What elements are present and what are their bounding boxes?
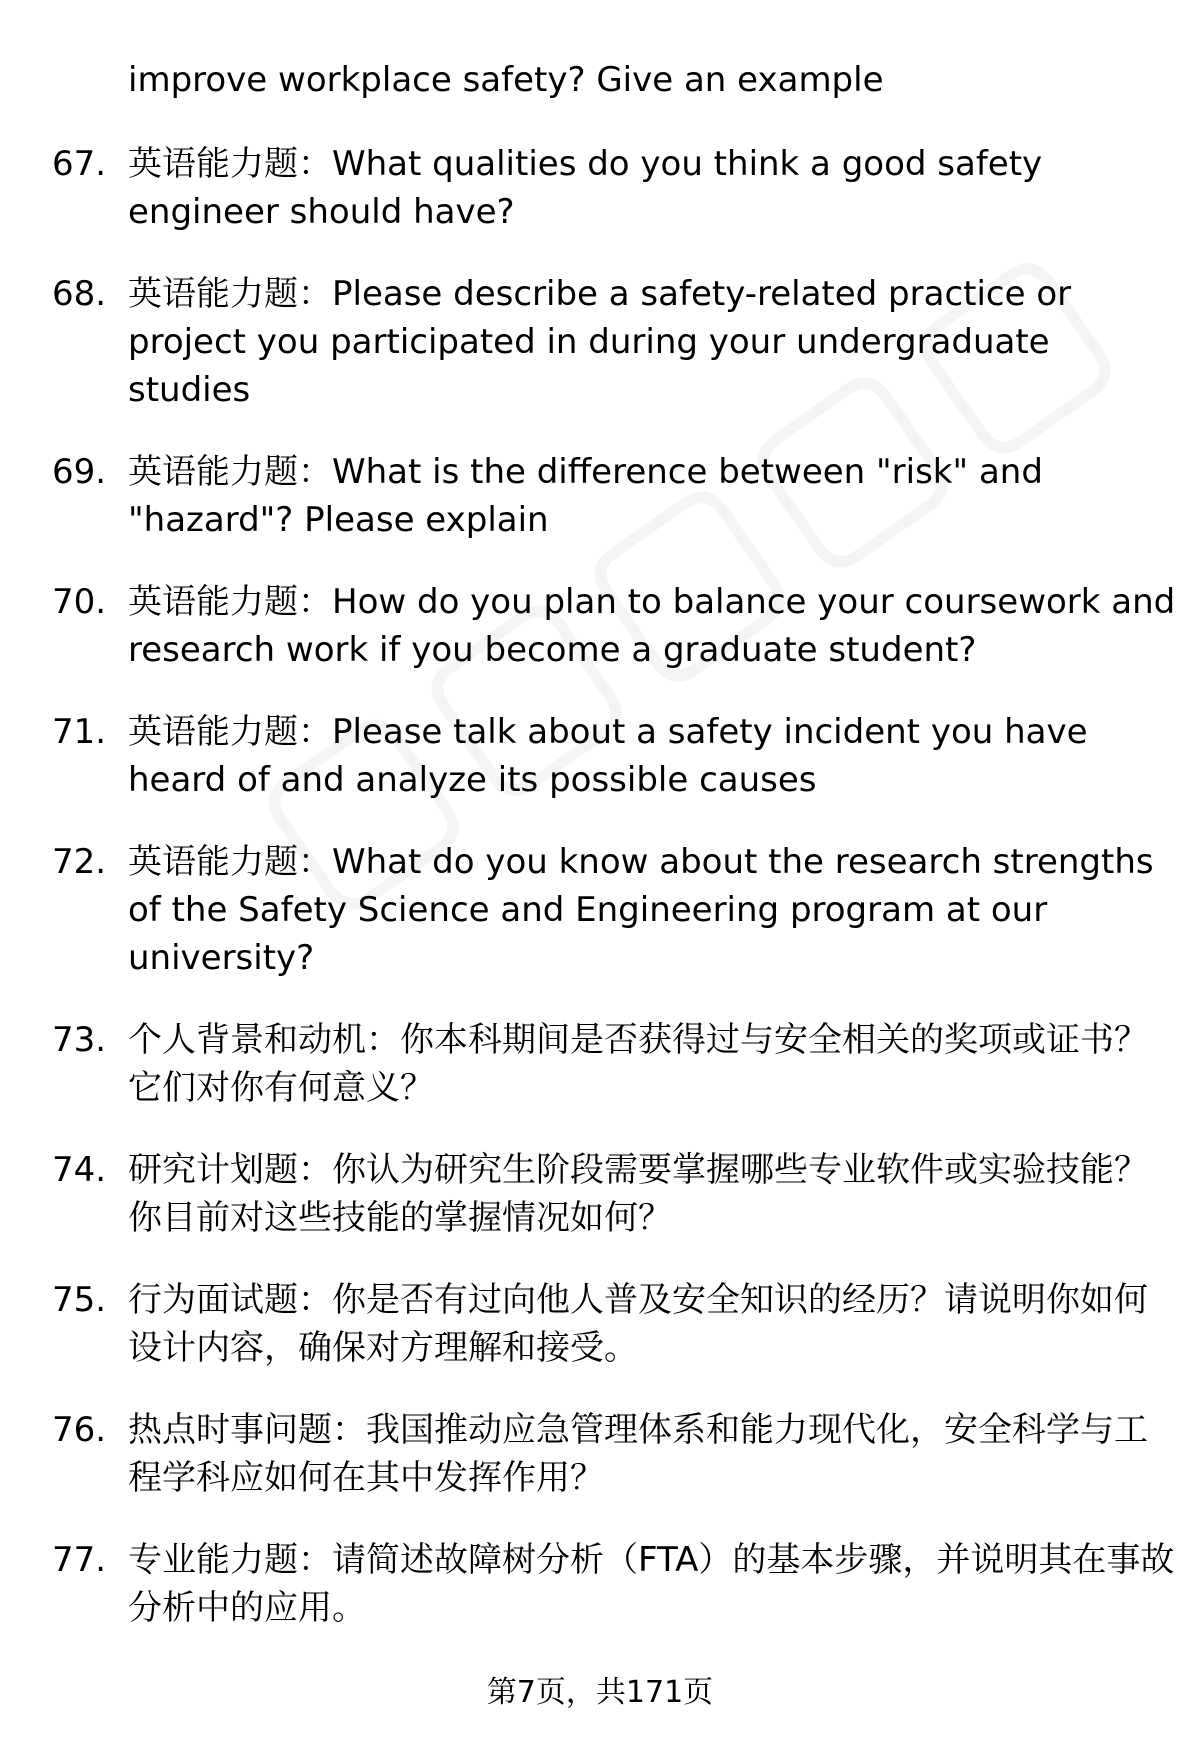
- question-number: 75.: [52, 1280, 107, 1320]
- page-footer: 第7页，共171页: [486, 1675, 714, 1710]
- question-text: 专业能力题：请简述故障树分析（FTA）的基本步骤，并说明其在事故分析中的应用。: [128, 1540, 1175, 1628]
- question-number: 69.: [52, 452, 107, 492]
- question-list: [0, 140, 1200, 1666]
- question-continuation: improve workplace safety? Give an example: [128, 60, 884, 100]
- question-number: 71.: [52, 712, 107, 752]
- question-text: 英语能力题：What is the difference between "risk" and "hazard"? Please explain: [128, 452, 1043, 540]
- question-number: 72.: [52, 842, 107, 882]
- question-item-68: [0, 270, 1200, 414]
- question-text: 英语能力题：What do you know about the research strengths of the Safety Science and Engineering program at our university?: [128, 842, 1154, 978]
- question-text: 英语能力题：What qualities do you think a good safety engineer should have?: [128, 144, 1043, 232]
- question-number: 67.: [52, 144, 107, 184]
- question-number: 76.: [52, 1410, 107, 1450]
- question-item-69: [0, 448, 1200, 544]
- question-number: 77.: [52, 1540, 107, 1580]
- question-text: 英语能力题：Please talk about a safety incident you have heard of and analyze its possible causes: [128, 712, 1088, 800]
- question-item-72: [0, 838, 1200, 982]
- question-item-67: [0, 140, 1200, 236]
- question-item-74: [0, 1146, 1200, 1242]
- question-text: 研究计划题：你认为研究生阶段需要掌握哪些专业软件或实验技能？你目前对这些技能的掌握情况如何？: [128, 1150, 1148, 1238]
- question-item-76: [0, 1406, 1200, 1502]
- question-text: 热点时事问题：我国推动应急管理体系和能力现代化，安全科学与工程学科应如何在其中发挥作用？: [128, 1410, 1148, 1498]
- question-number: 70.: [52, 582, 107, 622]
- question-item-75: [0, 1276, 1200, 1372]
- question-number: 74.: [52, 1150, 107, 1190]
- question-text: 行为面试题：你是否有过向他人普及安全知识的经历？请说明你如何设计内容，确保对方理解和接受。: [128, 1280, 1148, 1368]
- question-item-73: [0, 1016, 1200, 1112]
- question-item-71: [0, 708, 1200, 804]
- question-item-70: [0, 578, 1200, 674]
- question-text: 个人背景和动机：你本科期间是否获得过与安全相关的奖项或证书？它们对你有何意义？: [128, 1020, 1148, 1108]
- question-number: 68.: [52, 274, 107, 314]
- question-item-77: [0, 1536, 1200, 1632]
- question-text: 英语能力题：Please describe a safety-related practice or project you participated in during your undergraduate studies: [128, 274, 1072, 410]
- question-number: 73.: [52, 1020, 107, 1060]
- question-text: 英语能力题：How do you plan to balance your coursework and research work if you become a graduate student?: [128, 582, 1176, 670]
